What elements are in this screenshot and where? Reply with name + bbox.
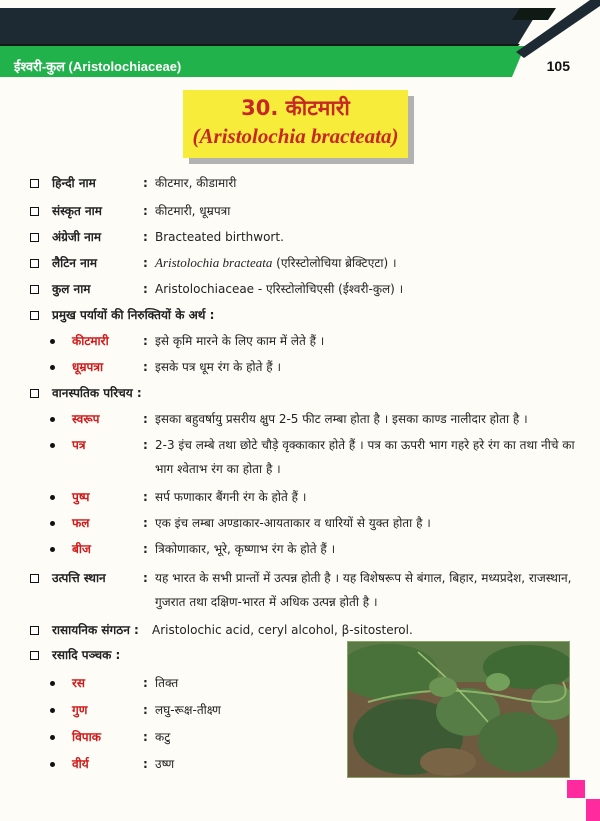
dot-bullet-icon xyxy=(50,339,55,344)
name-value xyxy=(155,256,397,270)
chemical-value: Aristolochic acid, ceryl alcohol, β-sitosterol. xyxy=(152,623,413,637)
colon: : xyxy=(143,282,148,296)
item-label: बीज xyxy=(72,542,91,556)
checkbox-bullet-icon xyxy=(30,207,39,216)
name-value: Bracteated birthwort. xyxy=(155,230,284,244)
item-label: गुण xyxy=(72,703,88,717)
dot-bullet-icon xyxy=(50,495,55,500)
section-heading: रसादि पञ्चक : xyxy=(52,648,121,662)
item-label: फल xyxy=(72,516,90,530)
latin-name-italic: Aristolochia bracteata xyxy=(155,255,273,270)
colon: : xyxy=(143,230,148,244)
item-value: सर्प फणाकार बैंगनी रंग के होते हैं । xyxy=(155,490,307,504)
colon: : xyxy=(143,703,148,717)
corner-decoration xyxy=(567,780,585,798)
item-value: इसके पत्र धूम रंग के होते हैं । xyxy=(155,360,282,374)
chapter-title: ईश्वरी-कुल (Aristolochiaceae) xyxy=(14,59,182,74)
dot-bullet-icon xyxy=(50,417,55,422)
section-heading: प्रमुख पर्यायों की निरुक्तियों के अर्थ : xyxy=(52,308,215,322)
plant-title-box xyxy=(183,90,408,158)
item-value: उष्ण xyxy=(155,757,175,771)
plant-photo xyxy=(347,641,570,778)
name-value: कीटमार, कीडामारी xyxy=(155,176,237,190)
colon: : xyxy=(143,438,148,452)
name-label: लैटिन नाम xyxy=(52,256,98,270)
plant-title: 30. कीटमारी xyxy=(241,96,350,120)
item-value: भाग श्वेताभ रंग का होता है । xyxy=(155,462,281,476)
section-heading: उत्पत्ति स्थान xyxy=(52,571,106,585)
latin-name-transliteration: (एरिस्टोलोचिया ब्रेक्टिएटा) । xyxy=(272,256,397,270)
origin-text: गुजरात तथा दक्षिण-भारत में अधिक उत्पन्न होती है । xyxy=(155,595,378,609)
name-label: कुल नाम xyxy=(52,282,91,296)
checkbox-bullet-icon xyxy=(30,389,39,398)
colon: : xyxy=(143,490,148,504)
colon: : xyxy=(143,412,148,426)
colon: : xyxy=(143,571,148,585)
dot-bullet-icon xyxy=(50,443,55,448)
origin-text: यह भारत के सभी प्रान्तों में उत्पन्न होती है । यह विशेषरूप से बंगाल, बिहार, मध्यप्रदेश, राजस्थान, xyxy=(155,571,572,585)
checkbox-bullet-icon xyxy=(30,651,39,660)
colon: : xyxy=(143,516,148,530)
item-label: विपाक xyxy=(72,730,101,744)
colon: : xyxy=(143,176,148,190)
colon: : xyxy=(143,730,148,744)
name-label: अंग्रेजी नाम xyxy=(52,230,102,244)
section-heading: वानस्पतिक परिचय : xyxy=(52,386,142,400)
name-label: संस्कृत नाम xyxy=(52,204,102,218)
page-number: 105 xyxy=(546,58,570,74)
item-label: वीर्य xyxy=(72,757,89,771)
item-label: स्वरूप xyxy=(72,412,100,426)
page-header xyxy=(0,0,600,80)
checkbox-bullet-icon xyxy=(30,311,39,320)
item-value: इसे कृमि मारने के लिए काम में लेते हैं । xyxy=(155,334,325,348)
dot-bullet-icon xyxy=(50,521,55,526)
section-heading: रासायनिक संगठन : xyxy=(52,623,139,637)
name-value: Aristolochiaceae - एरिस्टोलोचिएसी (ईश्वरी-कुल) । xyxy=(155,282,404,296)
item-value: एक इंच लम्बा अण्डाकार-आयताकार व धारियों से युक्त होता है । xyxy=(155,516,431,530)
plant-scientific-name: (Aristolochia bracteata) xyxy=(192,124,399,148)
colon: : xyxy=(143,360,148,374)
item-value: कटु xyxy=(155,730,171,744)
checkbox-bullet-icon xyxy=(30,179,39,188)
checkbox-bullet-icon xyxy=(30,626,39,635)
checkbox-bullet-icon xyxy=(30,574,39,583)
colon: : xyxy=(143,204,148,218)
item-value: लघु-रूक्ष-तीक्ष्ण xyxy=(155,703,221,717)
item-value: 2-3 इंच लम्बे तथा छोटे चौड़े वृक्काकार होते हैं । पत्र का ऊपरी भाग गहरे हरे रंग का तथा नीचे का xyxy=(155,438,575,452)
checkbox-bullet-icon xyxy=(30,233,39,242)
dot-bullet-icon xyxy=(50,762,55,767)
item-value: त्रिकोणाकार, भूरे, कृष्णाभ रंग के होते हैं । xyxy=(155,542,336,556)
dot-bullet-icon xyxy=(50,708,55,713)
checkbox-bullet-icon xyxy=(30,285,39,294)
colon: : xyxy=(143,334,148,348)
item-value: इसका बहुवर्षायु प्रसरीय क्षुप 2-5 फीट लम्बा होता है । इसका काण्ड नालीदार होता है । xyxy=(155,412,528,426)
checkbox-bullet-icon xyxy=(30,259,39,268)
item-label: कीटमारी xyxy=(72,334,109,348)
dot-bullet-icon xyxy=(50,365,55,370)
item-label: पत्र xyxy=(72,438,86,452)
name-value: कीटमारी, धूम्रपत्रा xyxy=(155,204,231,218)
item-label: रस xyxy=(72,676,86,690)
item-label: पुष्प xyxy=(72,490,90,504)
colon: : xyxy=(143,757,148,771)
colon: : xyxy=(143,542,148,556)
dot-bullet-icon xyxy=(50,735,55,740)
dot-bullet-icon xyxy=(50,547,55,552)
item-label: धूम्रपत्रा xyxy=(72,360,104,374)
colon: : xyxy=(143,676,148,690)
name-label: हिन्दी नाम xyxy=(52,176,96,190)
item-value: तिक्त xyxy=(155,676,179,690)
colon: : xyxy=(143,256,148,270)
corner-decoration xyxy=(586,799,600,821)
dot-bullet-icon xyxy=(50,681,55,686)
